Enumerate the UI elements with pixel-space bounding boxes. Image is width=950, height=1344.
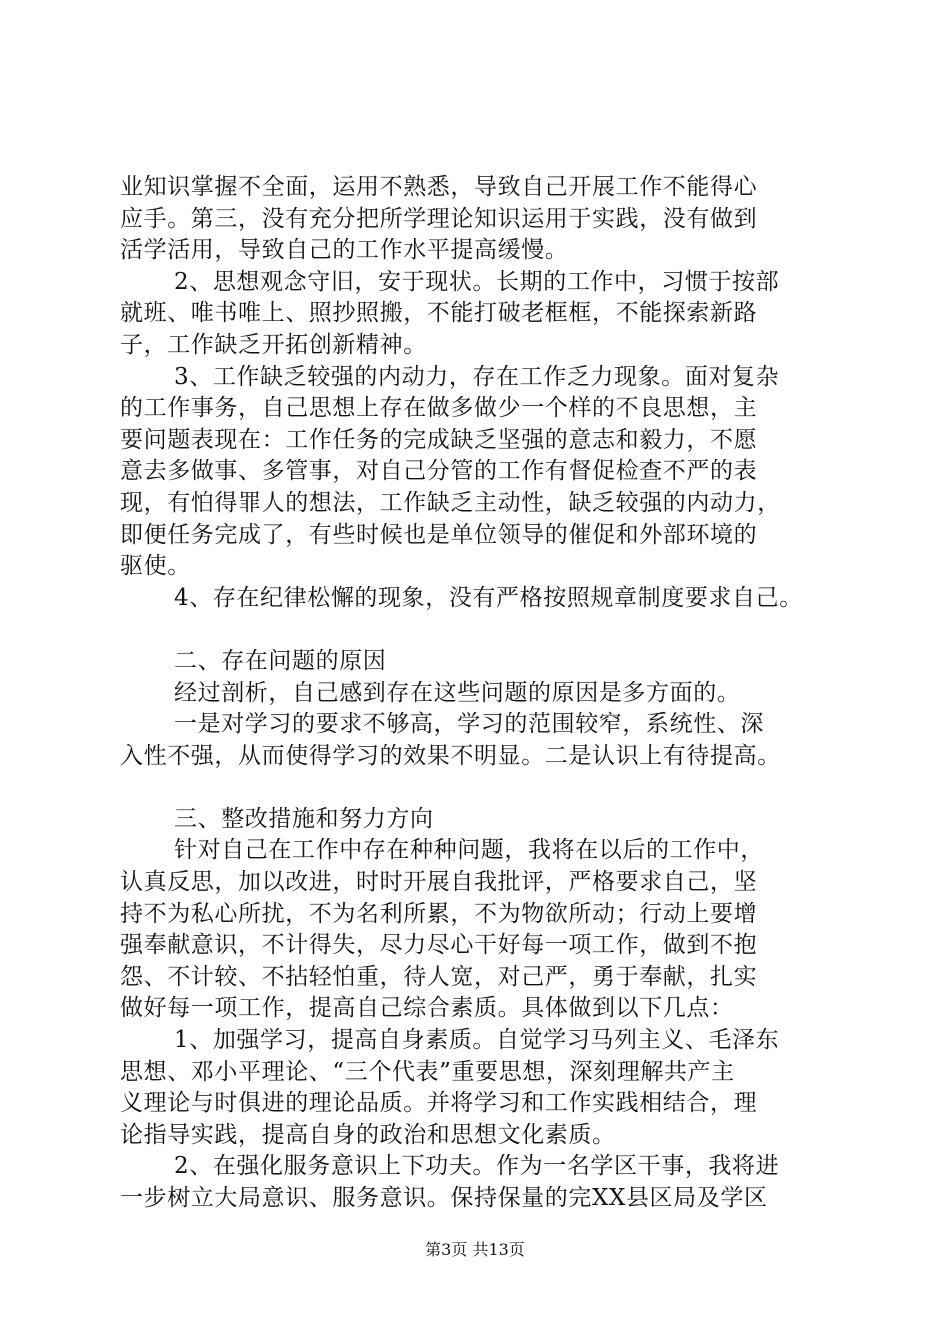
section-heading: 三、整改措施和努力方向 bbox=[174, 805, 434, 832]
text-line: 1、加强学习，提高自身素质。自觉学习马列主义、毛泽东 bbox=[174, 1027, 780, 1054]
text-line: 的工作事务，自己思想上存在做多做少一个样的不良思想，主 bbox=[120, 395, 758, 422]
text-line: 一是对学习的要求不够高，学习的范围较窄，系统性、深 bbox=[174, 711, 764, 738]
text-line: 2、在强化服务意识上下功夫。作为一名学区干事，我将进 bbox=[174, 1153, 780, 1180]
paragraph-gap bbox=[120, 614, 850, 646]
text-line: 应手。第三，没有充分把所学理论知识运用于实践，没有做到 bbox=[120, 205, 758, 232]
text-line: 思想、邓小平理论、“三个代表”重要思想，深刻理解共产主 bbox=[120, 1058, 735, 1085]
text-line: 论指导实践，提高自身的政治和思想文化素质。 bbox=[120, 1121, 616, 1148]
text-line: 怨、不计较、不拈轻怕重，待人宽，对己严，勇于奉献，扎实 bbox=[120, 963, 758, 990]
text-line: 一步树立大局意识、服务意识。保持保量的完XX县区局及学区 bbox=[120, 1185, 768, 1211]
text-line: 要问题表现在：工作任务的完成缺乏坚强的意志和毅力，不愿 bbox=[120, 426, 758, 453]
text-line: 做好每一项工作，提高自己综合素质。具体做到以下几点： bbox=[120, 995, 734, 1022]
text-line: 3、工作缺乏较强的内动力，存在工作乏力现象。面对复杂 bbox=[174, 363, 780, 390]
document-body bbox=[120, 172, 850, 1215]
text-line: 入性不强，从而使得学习的效果不明显。二是认识上有待提高。 bbox=[120, 742, 781, 769]
text-line: 业知识掌握不全面，运用不熟悉，导致自己开展工作不能得心 bbox=[120, 174, 758, 200]
section-heading: 二、存在问题的原因 bbox=[174, 647, 387, 674]
text-line: 4、存在纪律松懈的现象，没有严格按照规章制度要求自己。 bbox=[174, 584, 803, 611]
text-line: 就班、唯书唯上、照抄照搬，不能打破老框框，不能探索新路 bbox=[120, 300, 758, 327]
text-line: 持不为私心所扰，不为名利所累，不为物欲所动；行动上要增 bbox=[120, 900, 758, 927]
text-line: 意去多做事、多管事，对自己分管的工作有督促检查不严的表 bbox=[120, 458, 758, 485]
paragraph-gap bbox=[120, 772, 850, 804]
text-line: 现，有怕得罪人的想法，工作缺乏主动性，缺乏较强的内动力， bbox=[120, 489, 781, 516]
text-line: 子，工作缺乏开拓创新精神。 bbox=[120, 331, 427, 358]
text-line: 认真反思，加以改进，时时开展自我批评，严格要求自己，坚 bbox=[120, 869, 758, 896]
text-line: 针对自己在工作中存在种种问题，我将在以后的工作中， bbox=[174, 837, 764, 864]
text-line: 经过剖析，自己感到存在这些问题的原因是多方面的。 bbox=[174, 679, 741, 706]
page-number-footer: 第3页 共13页 bbox=[425, 1240, 525, 1259]
text-line: 驱使。 bbox=[120, 553, 191, 580]
text-line: 义理论与时俱进的理论品质。并将学习和工作实践相结合，理 bbox=[120, 1090, 758, 1117]
text-line: 2、思想观念守旧，安于现状。长期的工作中，习惯于按部 bbox=[174, 268, 780, 295]
text-line: 即便任务完成了，有些时候也是单位领导的催促和外部环境的 bbox=[120, 521, 758, 548]
text-line: 强奉献意识，不计得失，尽力尽心干好每一项工作，做到不抱 bbox=[120, 932, 758, 959]
text-line: 活学活用，导致自己的工作水平提高缓慢。 bbox=[120, 237, 569, 264]
